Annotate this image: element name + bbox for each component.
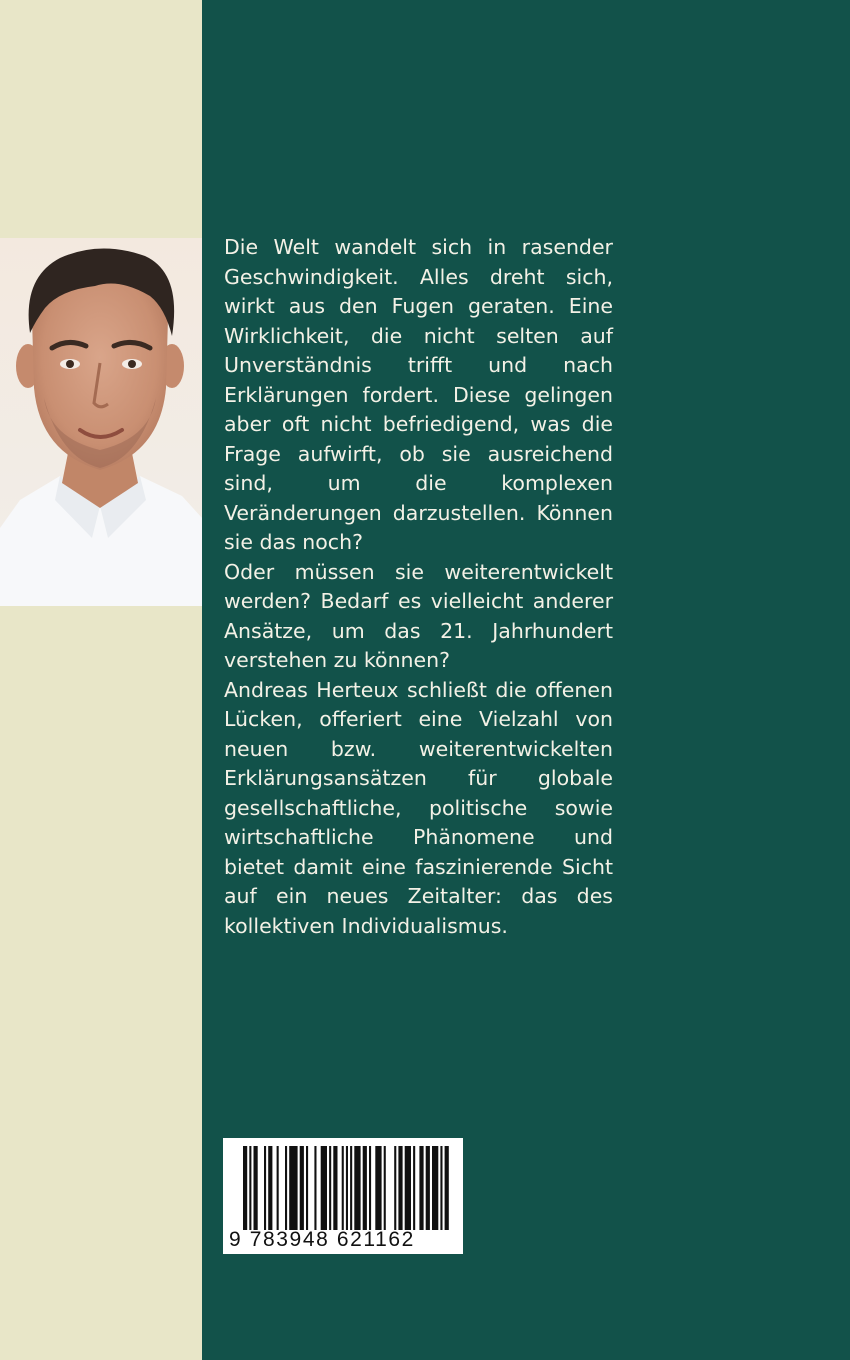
blurb-paragraph-3: Andreas Herteux schließt die offenen Lücken, offeriert eine Vielzahl von neuen bzw. weiterentwickelten Erklärungsansätzen für globale gesellschaftliche, politische sowie wirtschaftliche Phänomene und bietet damit eine faszinierende Sicht auf ein neues Zeitalter: das des kollektiven Individualismus. bbox=[224, 677, 613, 938]
barcode-bar bbox=[363, 1146, 367, 1230]
barcode-bar bbox=[342, 1146, 344, 1230]
barcode-bar bbox=[321, 1146, 327, 1230]
barcode-bar bbox=[405, 1146, 411, 1230]
isbn-number: 9 783948 621162 bbox=[229, 1228, 415, 1251]
barcode-bar bbox=[346, 1146, 348, 1230]
barcode-bar bbox=[277, 1146, 279, 1230]
barcode-bar bbox=[413, 1146, 415, 1230]
barcode-bar bbox=[369, 1146, 371, 1230]
barcode-bar bbox=[333, 1146, 337, 1230]
barcode-bar bbox=[329, 1146, 331, 1230]
barcode-bar bbox=[289, 1146, 297, 1230]
barcode-bar bbox=[384, 1146, 386, 1230]
barcode-bar bbox=[426, 1146, 430, 1230]
cover-left-strip bbox=[0, 0, 202, 1360]
isbn-barcode bbox=[223, 1138, 463, 1254]
barcode-bar bbox=[285, 1146, 287, 1230]
barcode-bar bbox=[440, 1146, 442, 1230]
barcode-bar bbox=[354, 1146, 360, 1230]
barcode-bar bbox=[306, 1146, 308, 1230]
barcode-bar bbox=[445, 1146, 449, 1230]
author-photo bbox=[0, 238, 202, 606]
barcode-bar bbox=[314, 1146, 316, 1230]
barcode-bar bbox=[419, 1146, 423, 1230]
barcode-bar bbox=[300, 1146, 304, 1230]
barcode-bars bbox=[223, 1138, 463, 1230]
barcode-bar bbox=[394, 1146, 396, 1230]
barcode-bar bbox=[254, 1146, 258, 1230]
barcode-bar bbox=[398, 1146, 402, 1230]
barcode-bar bbox=[264, 1146, 266, 1230]
author-portrait-illustration bbox=[0, 238, 202, 606]
blurb-paragraph-2: Oder müssen sie weiterentwickelt werden? Bedarf es vielleicht anderer Ansätze, um das 21. Jahrhundert verstehen zu können? bbox=[224, 559, 613, 672]
barcode-bar bbox=[249, 1146, 251, 1230]
barcode-bar bbox=[243, 1146, 247, 1230]
barcode-bar bbox=[268, 1146, 272, 1230]
barcode-bar bbox=[350, 1146, 352, 1230]
barcode-bar bbox=[375, 1146, 381, 1230]
blurb-paragraph-1: Die Welt wandelt sich in rasender Geschwindigkeit. Alles dreht sich, wirkt aus den Fugen geraten. Eine Wirklichkeit, die nicht selten auf Unverständnis trifft und nach Erklärungen fordert. Diese gelingen aber oft nicht befriedigend, was die Frage aufwirft, ob sie ausreichend sind, um die komplexen Veränderungen darzustellen. Können sie das noch? bbox=[224, 235, 613, 554]
back-cover-blurb bbox=[224, 233, 613, 941]
barcode-bar bbox=[432, 1146, 438, 1230]
